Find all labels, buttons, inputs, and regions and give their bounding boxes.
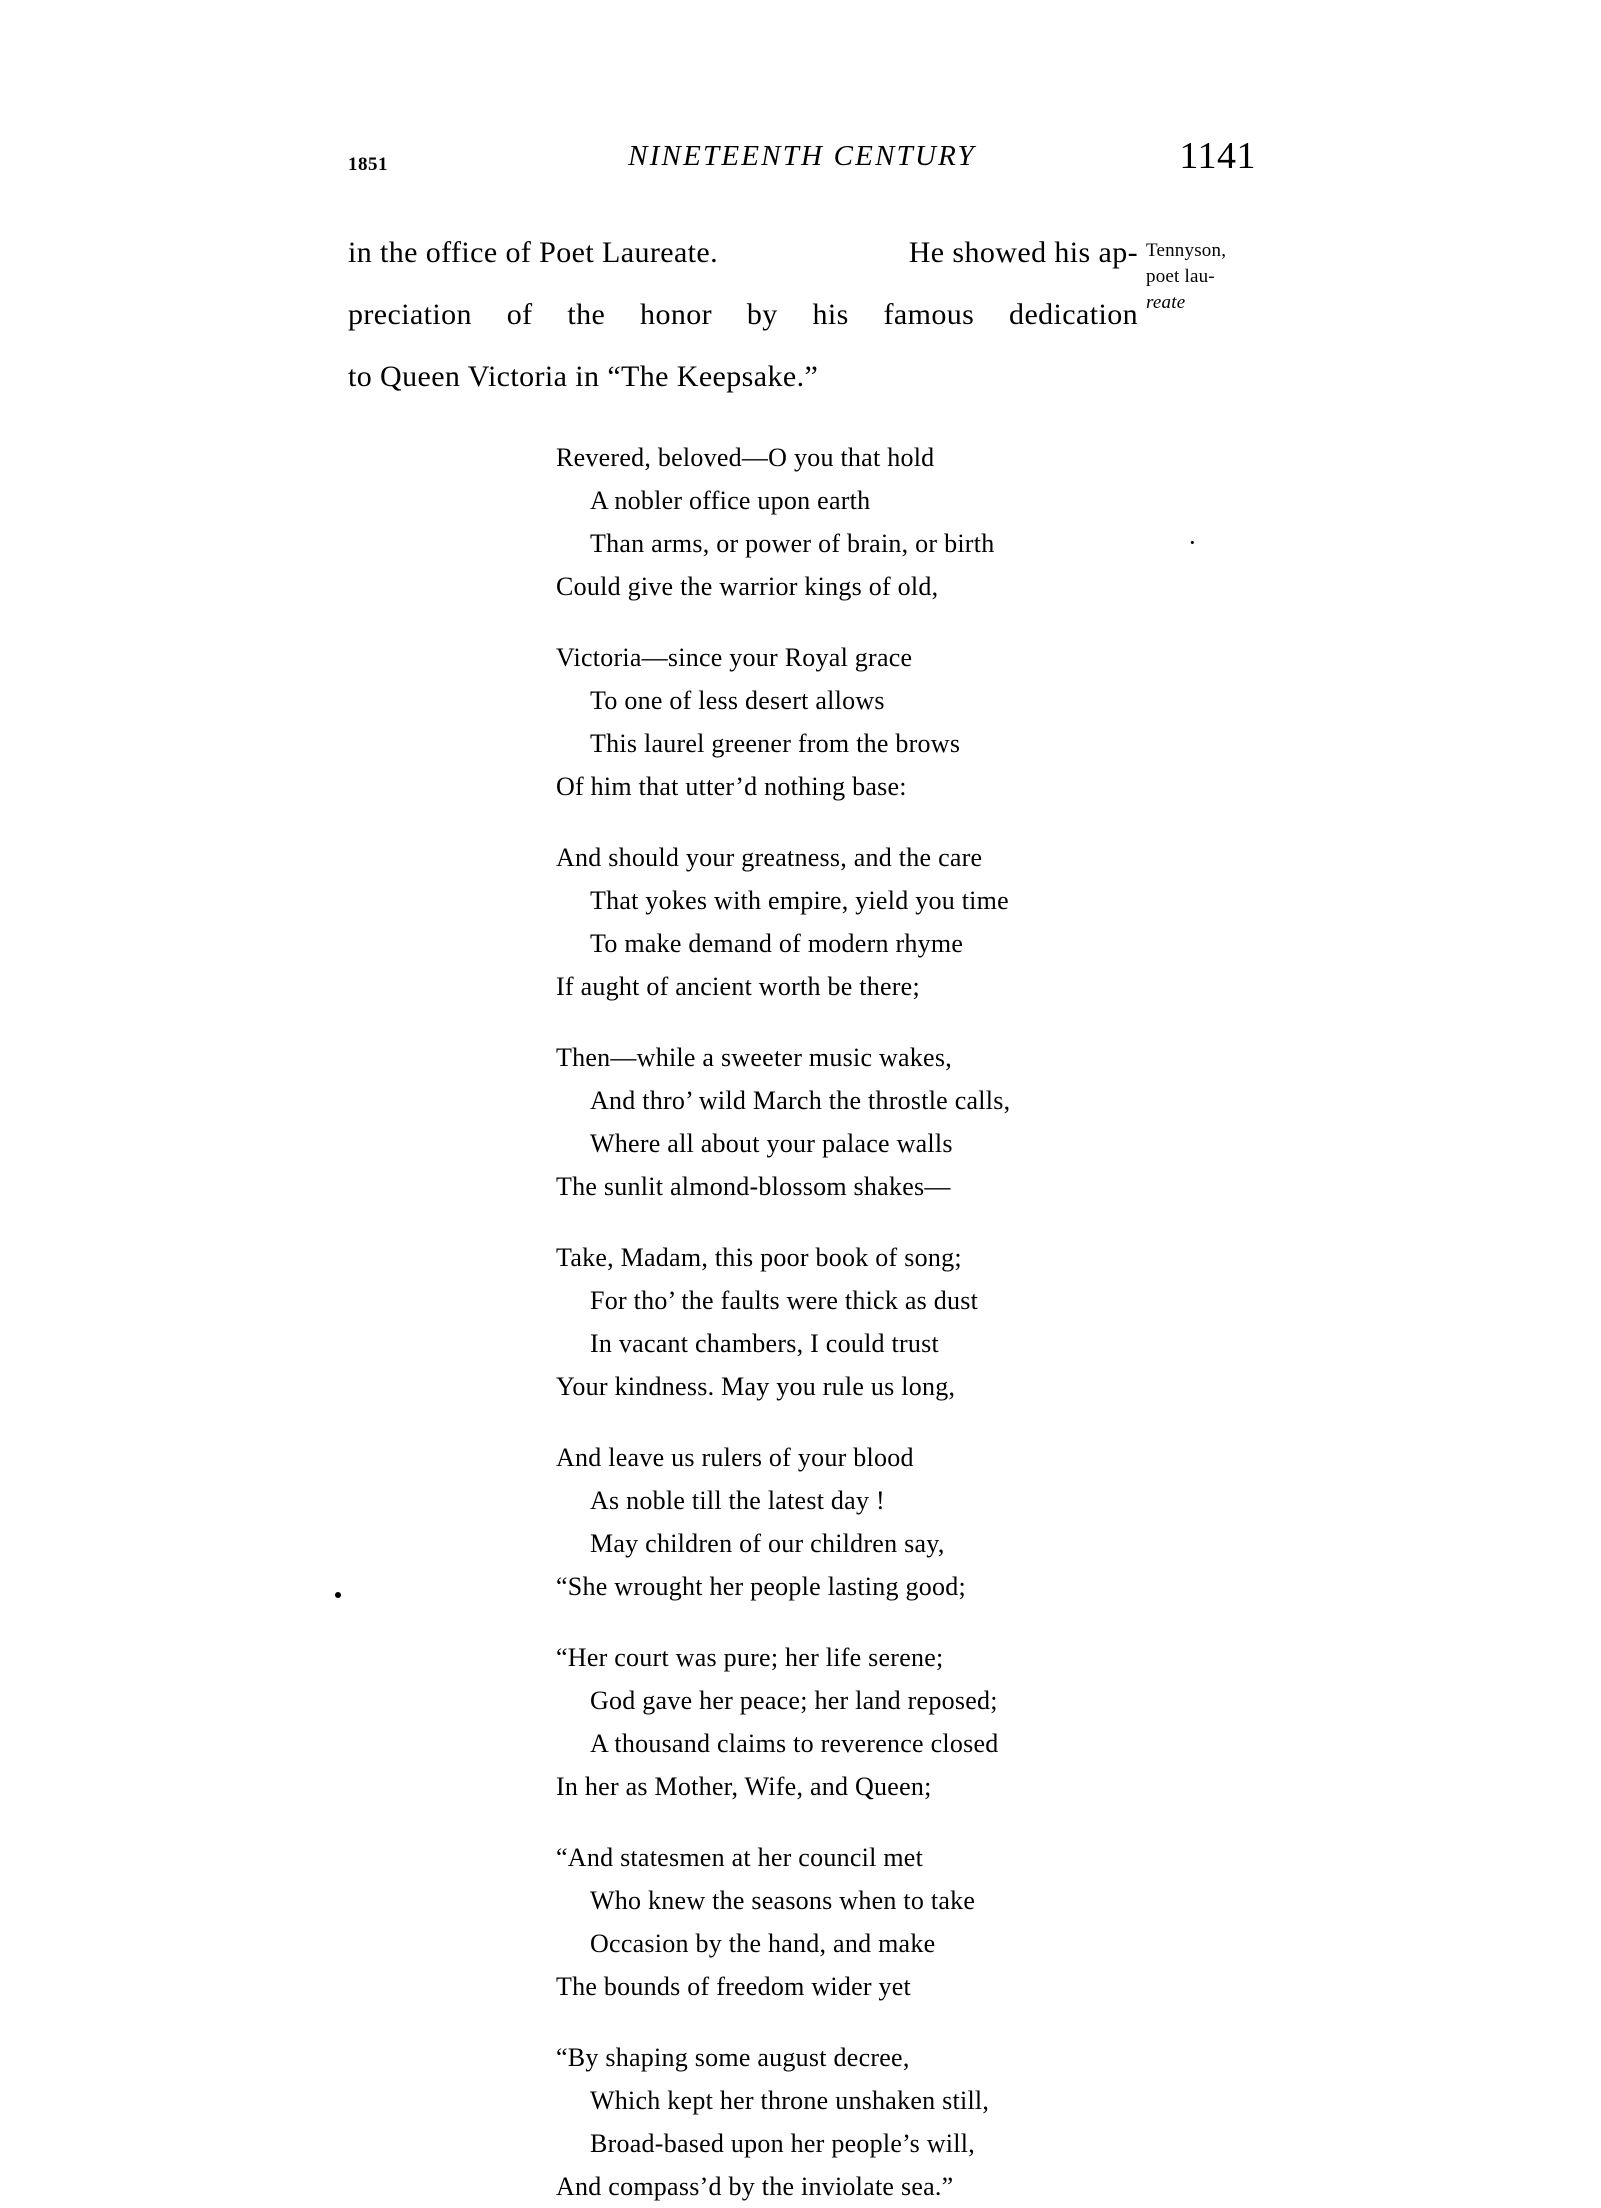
verse-line: Which kept her throne unshaken still, xyxy=(590,2086,990,2115)
paragraph-line-1 xyxy=(348,222,1138,284)
verse-line: To make demand of modern rhyme xyxy=(590,929,964,958)
stanza xyxy=(556,1436,1256,1608)
verse-line: Could give the warrior kings of old, xyxy=(556,572,939,601)
stanza xyxy=(556,2036,1256,2208)
page-number: 1141 xyxy=(1179,135,1256,177)
verse-line: Broad-based upon her people’s will, xyxy=(590,2129,975,2158)
verse-line: Who knew the seasons when to take xyxy=(590,1886,976,1915)
header-year: 1851 xyxy=(348,154,388,175)
verse-line: The bounds of freedom wider yet xyxy=(556,1972,912,2001)
stanza xyxy=(556,436,1256,608)
verse-line: And leave us rulers of your blood xyxy=(556,1443,914,1472)
stanza xyxy=(556,1236,1256,1408)
paragraph-line-2-word-2: of xyxy=(506,298,533,331)
paragraph-line-2 xyxy=(348,284,1138,346)
verse-line: As noble till the latest day ! xyxy=(590,1486,885,1515)
stanza xyxy=(556,1636,1256,1808)
stanza xyxy=(556,636,1256,808)
running-title: NINETEENTH CENTURY xyxy=(628,140,976,172)
verse-line: In vacant chambers, I could trust xyxy=(590,1329,940,1358)
verse-line: “She wrought her people lasting good; xyxy=(556,1572,967,1601)
verse-line: “By shaping some august decree, xyxy=(556,2043,910,2072)
stanza xyxy=(556,1836,1256,2008)
verse-line: A thousand claims to reverence closed xyxy=(590,1729,999,1758)
paragraph-line-2-word-6: his xyxy=(812,298,849,331)
stray-tick-mark: · xyxy=(1188,528,1197,557)
verse-line: This laurel greener from the brows xyxy=(590,729,961,758)
paragraph-line-2-word-1: preciation xyxy=(348,298,472,331)
running-head xyxy=(348,135,1256,186)
stray-ink-dot xyxy=(335,1592,341,1598)
paragraph-line-2-word-5: by xyxy=(746,298,778,331)
verse-line: “Her court was pure; her life serene; xyxy=(556,1643,944,1672)
stanza xyxy=(556,836,1256,1008)
verse-line: God gave her peace; her land reposed; xyxy=(590,1686,998,1715)
paragraph-line-2-word-8: dedication xyxy=(1009,298,1138,331)
verse-line: And should your greatness, and the care xyxy=(556,843,983,872)
gloss-line-1: Tennyson, xyxy=(1146,240,1227,261)
paragraph-line-2-word-7: famous xyxy=(883,298,975,331)
verse-line: In her as Mother, Wife, and Queen; xyxy=(556,1772,932,1801)
margin-gloss xyxy=(1146,238,1296,316)
verse-line: Occasion by the hand, and make xyxy=(590,1929,936,1958)
verse-line: The sunlit almond-blossom shakes— xyxy=(556,1172,951,1201)
paragraph-line-1-right: He showed his ap- xyxy=(908,236,1138,269)
verse-line: And thro’ wild March the throstle calls, xyxy=(590,1086,1011,1115)
paragraph-line-1-left: in the office of Poet Laureate. xyxy=(348,236,719,269)
gloss-line-3: reate xyxy=(1146,292,1186,313)
paragraph-line-2-word-3: the xyxy=(567,298,606,331)
verse-line: Than arms, or power of brain, or birth xyxy=(590,529,995,558)
verse-line: Revered, beloved—O you that hold xyxy=(556,443,935,472)
gloss-line-2: poet lau- xyxy=(1146,266,1215,287)
verse-line: If aught of ancient worth be there; xyxy=(556,972,920,1001)
verse-line: For tho’ the faults were thick as dust xyxy=(590,1286,979,1315)
paragraph-line-3: to Queen Victoria in “The Keepsake.” xyxy=(348,360,819,393)
stanza xyxy=(556,1036,1256,1208)
body-paragraph xyxy=(348,222,1138,408)
verse-line: And compass’d by the inviolate sea.” xyxy=(556,2172,954,2201)
verse-line: “And statesmen at her council met xyxy=(556,1843,924,1872)
verse-line: To one of less desert allows xyxy=(590,686,885,715)
verse-line: Victoria—since your Royal grace xyxy=(556,643,913,672)
verse-line: A nobler office upon earth xyxy=(590,486,871,515)
verse-line: Where all about your palace walls xyxy=(590,1129,953,1158)
verse-line: Of him that utter’d nothing base: xyxy=(556,772,907,801)
verse-line: Your kindness. May you rule us long, xyxy=(556,1372,956,1401)
poem xyxy=(556,436,1256,2208)
verse-line: Take, Madam, this poor book of song; xyxy=(556,1243,962,1272)
verse-line: May children of our children say, xyxy=(590,1529,945,1558)
paragraph-line-2-word-4: honor xyxy=(640,298,713,331)
verse-line: Then—while a sweeter music wakes, xyxy=(556,1043,952,1072)
verse-line: That yokes with empire, yield you time xyxy=(590,886,1009,915)
